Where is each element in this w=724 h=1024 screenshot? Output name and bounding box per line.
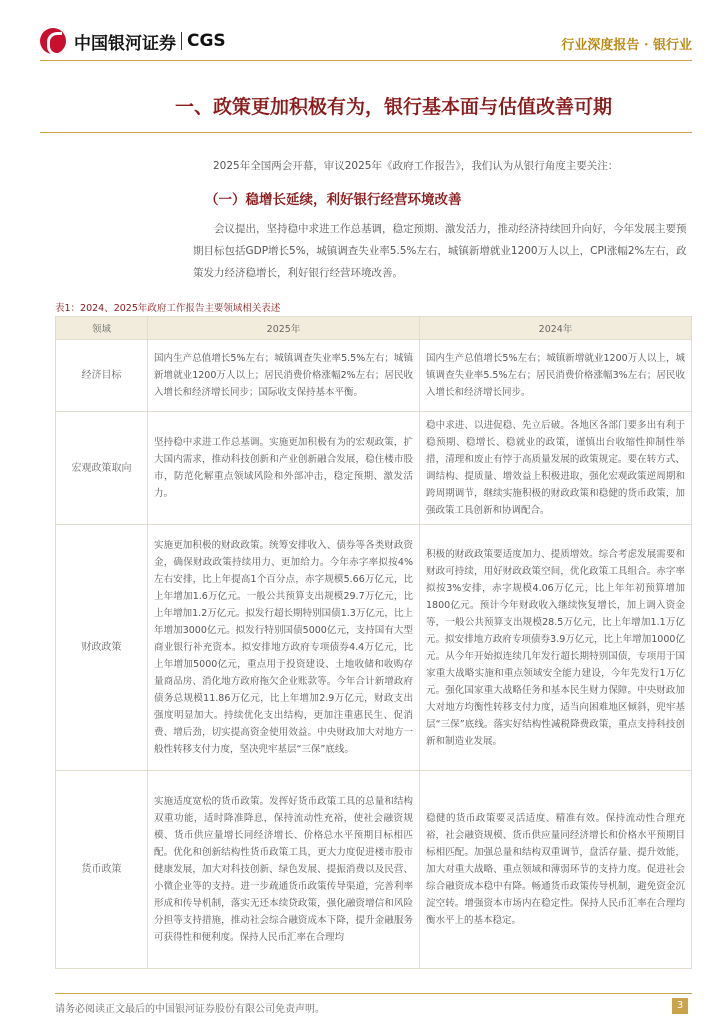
policy-comparison-table	[55, 316, 692, 969]
row-field: 经济目标	[56, 340, 148, 412]
subsection-title: （一）稳增长延续，利好银行经营环境改善	[205, 192, 462, 208]
table-caption: 表1：2024、2025年政府工作报告主要领域相关表述	[55, 303, 281, 314]
row-2025: 坚持稳中求进工作总基调。实施更加积极有为的宏观政策，扩大国内需求，推动科技创新和产业创新融合发展，稳住楼市股市，防范化解重点领域风险和外部冲击，稳定预期、激发活力。	[148, 412, 420, 525]
row-2025: 实施更加积极的财政政策。统筹安排收入、债券等各类财政资金，确保财政政策持续用力、更加给力。今年赤字率拟按4%左右安排，比上年提高1个百分点，赤字规模5.66万亿元，比上年增加1.6万亿元。一般公共预算支出规模29.7万亿元，比上年增加1.2万亿元。拟发行超长期特别国债1.3万亿元，比上年增加3000亿元。拟发行特别国债5000亿元，支持国有大型商业银行补充资本。拟安排地方政府专项债券4.4万亿元，比上年增加5000亿元，重点用于投资建设、土地收储和收购存量商品房、消化地方政府拖欠企业账款等。今年合计新增政府债务总规模11.86万亿元，比上年增加2.9万亿元，财政支出强度明显加大。持续优化支出结构，更加注重惠民生、促消费、增后劲，切实提高资金使用效益。中央财政加大对地方一般性转移支付力度，坚决兜牢基层“三保”底线。	[148, 525, 420, 771]
table-row	[56, 771, 692, 969]
row-2024: 国内生产总值增长5%左右；城镇新增就业1200万人以上，城镇调查失业率5.5%左右；居民消费价格涨幅3%左右；居民收入增长和经济增长同步。	[420, 340, 692, 412]
footer-divider	[55, 993, 692, 994]
page-number: 3	[672, 998, 688, 1014]
section-title: 一、政策更加积极有为，银行基本面与估值改善可期	[175, 96, 613, 118]
table-row	[56, 340, 692, 412]
row-field: 货币政策	[56, 771, 148, 969]
logo-separator	[181, 32, 182, 50]
footer-disclaimer: 请务必阅读正文最后的中国银河证券股份有限公司免责声明。	[55, 1004, 325, 1015]
row-field: 宏观政策取向	[56, 412, 148, 525]
row-2024: 稳健的货币政策要灵活适度、精准有效。保持流动性合理充裕，社会融资规模、货币供应量同经济增长和价格水平预期目标相匹配。加强总量和结构双重调节，盘活存量、提升效能，加大对重大战略、重点领域和薄弱环节的支持力度。促进社会综合融资成本稳中有降。畅通货币政策传导机制，避免资金沉淀空转。增强资本市场内在稳定性。保持人民币汇率在合理均衡水平上的基本稳定。	[420, 771, 692, 969]
row-field: 财政政策	[56, 525, 148, 771]
table-header-row	[56, 317, 692, 340]
report-type: 行业深度报告 · 银行业	[561, 38, 692, 53]
cgs-logo-icon	[40, 28, 66, 54]
table-row	[56, 525, 692, 771]
header-field: 领域	[56, 317, 148, 340]
page-header	[0, 0, 724, 60]
row-2024: 稳中求进、以进促稳、先立后破。各地区各部门要多出有利于稳预期、稳增长、稳就业的政策，谨慎出台收缩性抑制性举措，清理和废止有悖于高质量发展的政策规定。要在转方式、调结构、提质量、增效益上积极进取，强化宏观政策逆周期和跨周期调节，继续实施积极的财政政策和稳健的货币政策，加强政策工具创新和协调配合。	[420, 412, 692, 525]
intro-text: 2025年全国两会开幕，审议2025年《政府工作报告》，我们认为从银行角度主要关注：	[213, 160, 619, 172]
logo-chinese-name: 中国银河证券	[74, 33, 176, 54]
header-2025: 2025年	[148, 317, 420, 340]
header-2024: 2024年	[420, 317, 692, 340]
header-divider	[40, 60, 692, 61]
body-paragraph: 会议提出，坚持稳中求进工作总基调，稳定预期、激发活力，推动经济持续回升向好，今年发展主要预期目标包括GDP增长5%，城镇调查失业率5.5%左右，城镇新增就业1200万人以上，CPI涨幅2%左右，政策发力经济稳增长，利好银行经营环境改善。	[193, 223, 687, 279]
logo-english-name: CGS	[187, 31, 226, 51]
table-row	[56, 412, 692, 525]
company-logo	[40, 28, 226, 54]
row-2025: 实施适度宽松的货币政策。发挥好货币政策工具的总量和结构双重功能，适时降准降息，保持流动性充裕，使社会融资规模、货币供应量增长同经济增长、价格总水平预期目标相匹配。优化和创新结构性货币政策工具，更大力度促进楼市股市健康发展，加大对科技创新、绿色发展、提振消费以及民营、小微企业等的支持。进一步疏通货币政策传导渠道，完善利率形成和传导机制，落实无还本续贷政策，强化融资增信和风险分担等支持措施，推动社会综合融资成本下降，提升金融服务可获得性和便利度。保持人民币汇率在合理均	[148, 771, 420, 969]
section-divider	[40, 132, 692, 133]
row-2024: 积极的财政政策要适度加力、提质增效。综合考虑发展需要和财政可持续，用好财政政策空间，优化政策工具组合。赤字率拟按3%安排，赤字规模4.06万亿元，比上年年初预算增加1800亿元。预计今年财政收入继续恢复增长，加上调入资金等，一般公共预算支出规模28.5万亿元，比上年增加1.1万亿元。拟安排地方政府专项债券3.9万亿元，比上年增加1000亿元。从今年开始拟连续几年发行超长期特别国债，专项用于国家重大战略实施和重点领域安全能力建设，今年先发行1万亿元。强化国家重大战略任务和基本民生财力保障。中央财政加大对地方均衡性转移支付力度，适当向困难地区倾斜，兜牢基层“三保”底线。落实好结构性减税降费政策，重点支持科技创新和制造业发展。	[420, 525, 692, 771]
row-2025: 国内生产总值增长5%左右；城镇调查失业率5.5%左右；城镇新增就业1200万人以上；居民消费价格涨幅2%左右；居民收入增长和经济增长同步；国际收支保持基本平衡。	[148, 340, 420, 412]
